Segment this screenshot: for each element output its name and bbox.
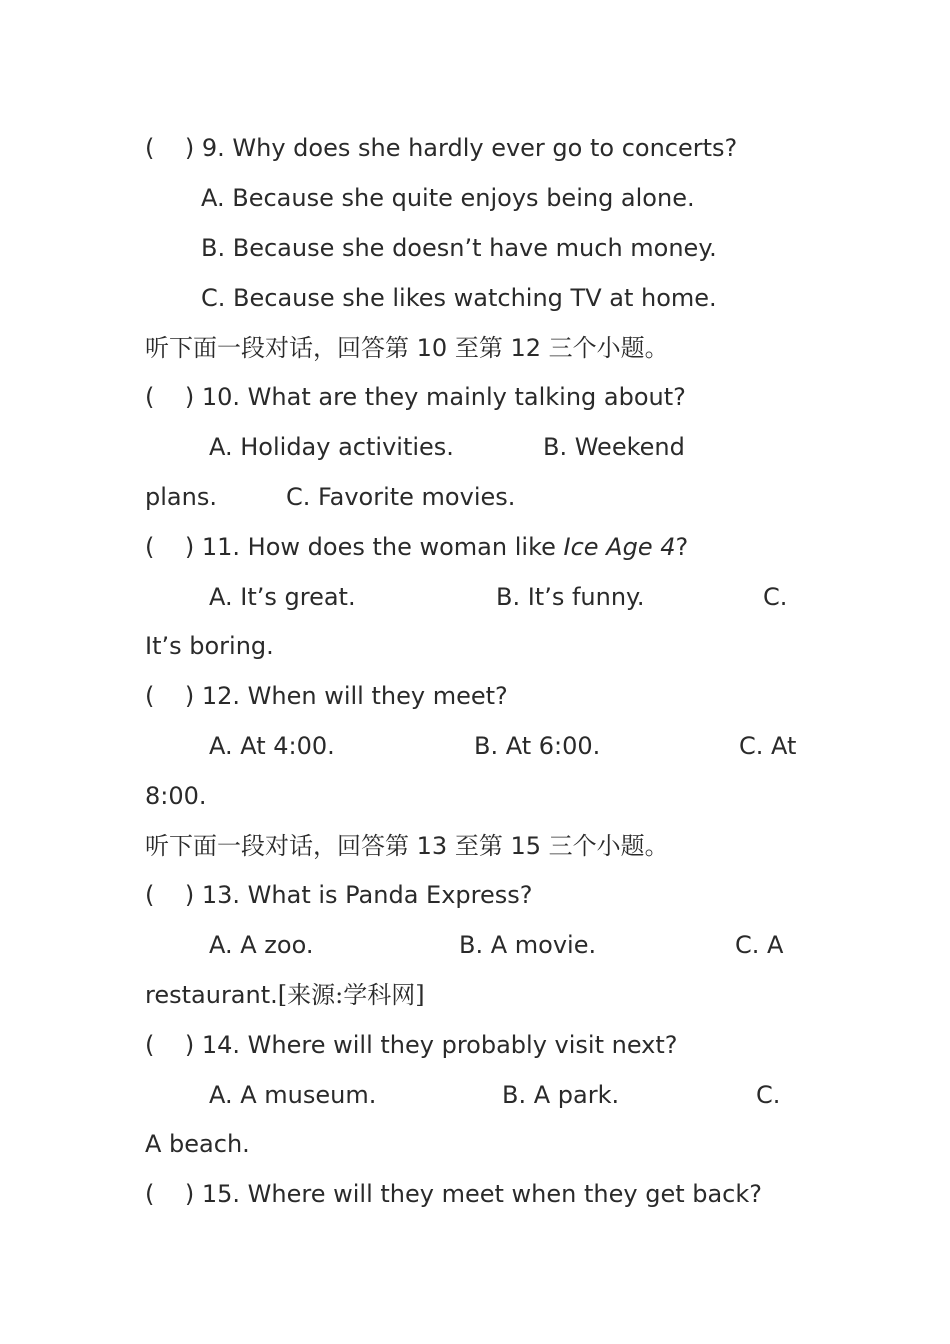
instruction-1-pre: 听下面一段对话，回答第 <box>145 334 417 362</box>
question-11-option-c-continued: It’s boring. <box>145 632 274 660</box>
question-13-option-c: C. A <box>735 931 784 959</box>
question-13-stem: ( ) 13. What is Panda Express? <box>145 881 533 909</box>
question-9-option-c: C. Because she likes watching TV at home. <box>201 284 717 312</box>
question-14-option-c: C. <box>756 1081 781 1109</box>
instruction-2-n1: 13 <box>416 832 448 860</box>
question-12-option-a: A. At 4:00. <box>209 732 335 760</box>
question-14-stem: ( ) 14. Where will they probably visit next? <box>145 1031 678 1059</box>
question-11-option-a: A. It’s great. <box>209 583 356 611</box>
instruction-1-n1: 10 <box>416 334 448 362</box>
question-10-option-b-continued: plans. <box>145 483 217 511</box>
instruction-2-pre: 听下面一段对话，回答第 <box>145 832 417 860</box>
instruction-2-mid: 至第 <box>447 832 511 860</box>
question-9-stem: ( ) 9. Why does she hardly ever go to concerts? <box>145 134 738 162</box>
question-11-option-c: C. <box>763 583 788 611</box>
question-10-option-b: B. Weekend <box>543 433 685 461</box>
question-12-option-c: C. At <box>739 732 797 760</box>
question-10-stem: ( ) 10. What are they mainly talking about? <box>145 383 686 411</box>
question-15-stem: ( ) 15. Where will they meet when they get back? <box>145 1180 763 1208</box>
question-10-option-c: C. Favorite movies. <box>286 483 516 511</box>
question-11-stem <box>145 532 688 562</box>
instruction-1-n2: 12 <box>510 334 541 362</box>
question-11-stem-pre: ( ) 11. How does the woman like <box>145 533 564 561</box>
instruction-2-n2: 15 <box>510 832 541 860</box>
question-12-option-b: B. At 6:00. <box>474 732 601 760</box>
question-14-option-c-continued: A beach. <box>145 1130 250 1158</box>
question-10-option-a: A. Holiday activities. <box>209 433 454 461</box>
section-instruction-2 <box>145 831 669 861</box>
instruction-1-post: 三个小题。 <box>541 334 669 362</box>
instruction-2-post: 三个小题。 <box>541 832 669 860</box>
question-9-option-b: B. Because she doesn’t have much money. <box>201 234 717 262</box>
question-14-option-a: A. A museum. <box>209 1081 377 1109</box>
question-13-option-c-continued <box>145 980 425 1010</box>
question-11-movie-title: Ice Age 4 <box>563 533 676 561</box>
instruction-1-mid: 至第 <box>447 334 511 362</box>
section-instruction-1 <box>145 333 669 363</box>
question-11-option-b: B. It’s funny. <box>496 583 645 611</box>
question-13-option-b: B. A movie. <box>459 931 597 959</box>
question-14-option-b: B. A park. <box>502 1081 620 1109</box>
question-12-option-c-continued: 8:00. <box>145 782 207 810</box>
question-12-stem: ( ) 12. When will they meet? <box>145 682 508 710</box>
question-13-option-a: A. A zoo. <box>209 931 314 959</box>
question-9-option-a: A. Because she quite enjoys being alone. <box>201 184 695 212</box>
question-11-stem-post: ? <box>675 533 689 561</box>
question-13-option-c-text: restaurant. <box>145 981 278 1009</box>
source-note: [来源:学科网] <box>277 981 425 1009</box>
